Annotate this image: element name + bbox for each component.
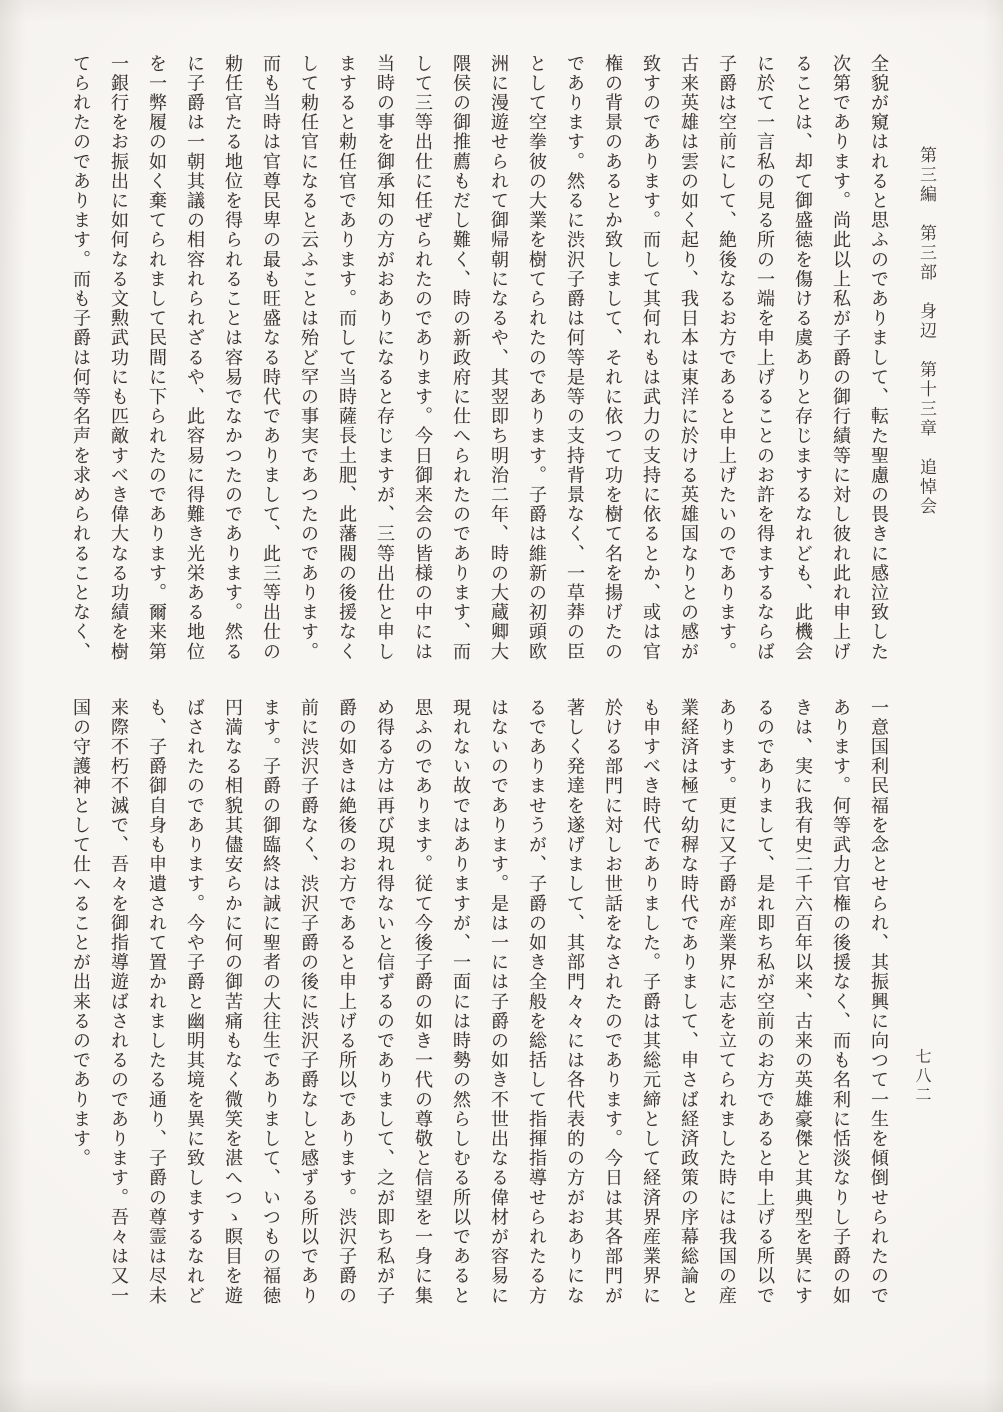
text-column: も申すべき時代でありました。子爵は其総元締として経済界産業界に bbox=[640, 698, 661, 1306]
running-head: 第三編 第三部 身辺 第十三章 追悼会 bbox=[916, 146, 936, 517]
text-column: はないのであります。是は一には子爵の如き不世出なる偉材が容易に bbox=[488, 698, 509, 1306]
text-column: 勅任官たる地位を得られることは容易でなかつたのであります。然る bbox=[222, 54, 243, 662]
page-number: 七八二 bbox=[913, 1048, 932, 1105]
text-column: あります。何等武力官権の後援なく、而も名利に恬淡なりし子爵の如 bbox=[830, 698, 851, 1306]
text-column: 而も当時は官尊民卑の最も旺盛なる時代でありまして、此三等出仕の bbox=[260, 54, 281, 662]
text-column: あります。更に又子爵が産業界に志を立てられました時には我国の産 bbox=[716, 698, 737, 1306]
text-block-bottom bbox=[61, 698, 897, 1318]
text-column: ますると勅任官であります。而して当時薩長土肥、此藩閥の後援なく bbox=[336, 54, 357, 662]
text-column: 於ける部門に対しお世話をなされたのであります。今日は其各部門が bbox=[602, 698, 623, 1306]
text-column: 爵の如きは絶後のお方であると申上げる所以であります。渋沢子爵の bbox=[336, 698, 357, 1306]
text-column: 当時の事を御承知の方がおありになると存じますが、三等出仕と申し bbox=[374, 54, 395, 662]
text-column: 来際不朽不滅で、吾々を御指導遊ばされるのであります。吾々は又一 bbox=[108, 698, 129, 1306]
text-column: に子爵は一朝其議の相容れられざるや、此容易に得難き光栄ある地位 bbox=[184, 54, 205, 662]
text-column: 次第であります。尚此以上私が子爵の御行績等に対し彼れ此れ申上げ bbox=[830, 54, 851, 662]
text-column: ばされたのであります。今や子爵と幽明其境を異に致しまするなれど bbox=[184, 698, 205, 1306]
text-column: 全貌が窺はれると思ふのでありまして、転た聖慮の畏きに感泣致した bbox=[868, 54, 889, 662]
text-column: ることは、却て御盛徳を傷ける虞ありと存じまするなれども、此機会 bbox=[792, 54, 813, 662]
text-column: きは、実に我有史二千六百年以来、古来の英雄豪傑と其典型を異にす bbox=[792, 698, 813, 1306]
text-column: てられたのであります。而も子爵は何等名声を求められることなく、 bbox=[70, 54, 91, 662]
text-block-top bbox=[61, 54, 897, 674]
text-column: 子爵は空前にして、絶後なるお方であると申上げたいのであります。 bbox=[716, 54, 737, 662]
text-column: 思ふのであります。従て今後子爵の如き一代の尊敬と信望を一身に集 bbox=[412, 698, 433, 1306]
text-column: るのでありまして、是れ即ち私が空前のお方であると申上げる所以で bbox=[754, 698, 775, 1306]
text-column: を一弊履の如く棄てられまして民間に下られたのであります。爾来第 bbox=[146, 54, 167, 662]
text-column: 隈侯の御推薦もだし難く、時の新政府に仕へられたのであります、而 bbox=[450, 54, 471, 662]
text-column: 一意国利民福を念とせられ、其振興に向つて一生を傾倒せられたので bbox=[868, 698, 889, 1306]
text-column: であります。然るに渋沢子爵は何等是等の支持背景なく、一草莽の臣 bbox=[564, 54, 585, 662]
text-column: 致すのであります。而して其何れもは武力の支持に依るとか、或は官 bbox=[640, 54, 661, 662]
text-column: 前に渋沢子爵なく、渋沢子爵の後に渋沢子爵なしと感ずる所以であり bbox=[298, 698, 319, 1306]
text-column: 業経済は極て幼稺な時代でありまして、申さば経済政策の序幕総論と bbox=[678, 698, 699, 1306]
text-column: 洲に漫遊せられて御帰朝になるや、其翌即ち明治二年、時の大蔵卿大 bbox=[488, 54, 509, 662]
text-column: 国の守護神として仕へることが出来るのであります。 bbox=[70, 698, 91, 1169]
text-column: して三等出仕に任ぜられたのであります。今日御来会の皆様の中には bbox=[412, 54, 433, 662]
text-column: ます。子爵の御臨終は誠に聖者の大往生でありまして、いつもの福徳 bbox=[260, 698, 281, 1306]
text-column: 著しく発達を遂げまして、其部門々々には各代表的の方がおありにな bbox=[564, 698, 585, 1306]
text-column: として空拳彼の大業を樹てられたのであります。子爵は維新の初頭欧 bbox=[526, 54, 547, 662]
text-column: して勅任官になると云ふことは殆ど罕の事実であつたのであります。 bbox=[298, 54, 319, 662]
text-column: 権の背景のあるとか致しまして、それに依つて功を樹て名を揚げたの bbox=[602, 54, 623, 662]
text-column: に於て一言私の見る所の一端を申上げることのお許を得まするならば bbox=[754, 54, 775, 662]
text-column: も、子爵御自身も申遺されて置かれましたる通り、子爵の尊霊は尽未 bbox=[146, 698, 167, 1306]
text-column: 現れない故ではありますが、一面には時勢の然らしむる所以であると bbox=[450, 698, 471, 1306]
text-column: 一銀行をお振出に如何なる文勲武功にも匹敵すべき偉大なる功績を樹 bbox=[108, 54, 129, 662]
text-column: 円満なる相貌其儘安らかに何の御苦痛もなく微笑を湛へつゝ瞑目を遊 bbox=[222, 698, 243, 1306]
text-column: 古来英雄は雲の如く起り、我日本は東洋に於ける英雄国なりとの感が bbox=[678, 54, 699, 662]
text-column: るでありませうが、子爵の如き全般を総括して指揮指導せられたる方 bbox=[526, 698, 547, 1306]
text-column: め得る方は再び現れ得ないと信ずるのでありまして、之が即ち私が子 bbox=[374, 698, 395, 1306]
